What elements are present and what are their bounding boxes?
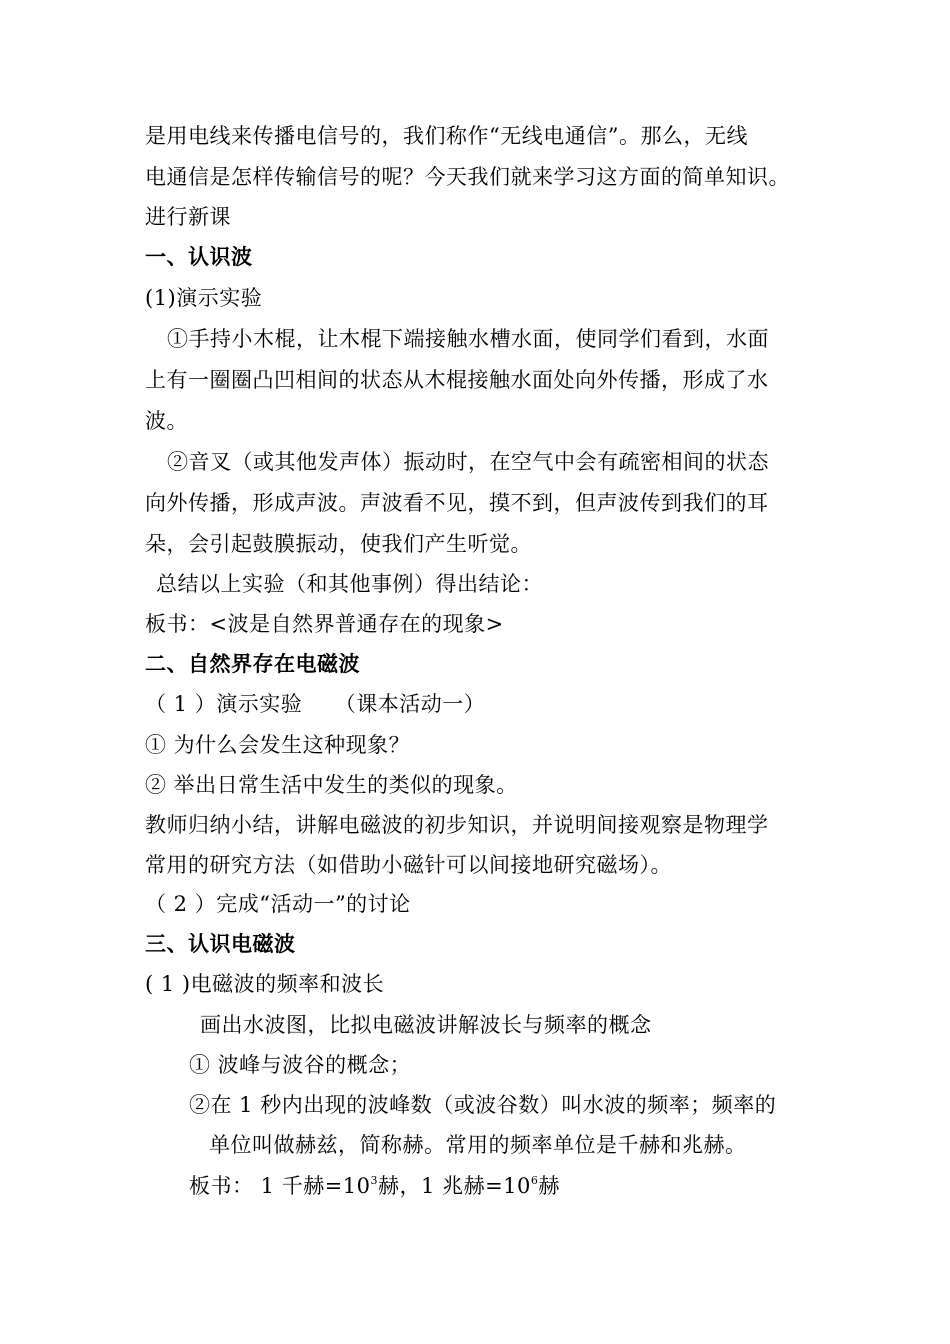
experiment-line: 朵，会引起鼓膜振动，使我们产生听觉。 xyxy=(145,532,532,556)
board-note: 板书：<波是自然界普通存在的现象> xyxy=(145,612,504,636)
description-line: 画出水波图，比拟电磁波讲解波长与频率的概念 xyxy=(200,1013,652,1037)
paragraph-line: 常用的研究方法（如借助小磁针可以间接地研究磁场）。 xyxy=(145,853,672,877)
section-heading-2: 二、自然界存在电磁波 xyxy=(145,652,360,676)
experiment-line: ①手持小木棍，让木棍下端接触水槽水面，使同学们看到，水面 xyxy=(167,327,769,351)
experiment-line: 向外传播，形成声波。声波看不见，摸不到，但声波传到我们的耳 xyxy=(145,491,769,515)
subsection-label: （ 1 ）演示实验 （课本活动一） xyxy=(145,692,486,716)
list-item-continuation: 单位叫做赫兹，简称赫。常用的频率单位是千赫和兆赫。 xyxy=(209,1133,747,1157)
formula-text: 赫 xyxy=(538,1174,560,1198)
list-item: ②在 1 秒内出现的波峰数（或波谷数）叫水波的频率；频率的 xyxy=(189,1093,777,1117)
question-item: ① 为什么会发生这种现象？ xyxy=(145,733,411,757)
section-heading-3: 三、认识电磁波 xyxy=(145,932,296,956)
subsection-label: (1)演示实验 xyxy=(145,286,263,310)
experiment-line: 波。 xyxy=(145,409,188,433)
paragraph-line: 是用电线来传播电信号的，我们称作“无线电通信”。那么，无线 xyxy=(145,124,748,148)
formula-text: 板书： 1 千赫=10 xyxy=(189,1174,371,1198)
board-note-formula xyxy=(189,1172,560,1200)
formula-text: 赫，1 兆赫=10 xyxy=(378,1174,531,1198)
question-item: ② 举出日常生活中发生的类似的现象。 xyxy=(145,773,518,797)
summary-line: 总结以上实验（和其他事例）得出结论： xyxy=(156,572,543,596)
list-item: ① 波峰与波谷的概念； xyxy=(189,1053,412,1077)
exponent: 3 xyxy=(370,1174,379,1187)
subsection-label: （ 2 ）完成“活动一”的讨论 xyxy=(145,892,411,916)
paragraph-line: 教师归纳小结，讲解电磁波的初步知识，并说明间接观察是物理学 xyxy=(145,813,769,837)
experiment-line: 上有一圈圈凸凹相间的状态从木棍接触水面处向外传播，形成了水 xyxy=(145,368,769,392)
paragraph-line: 进行新课 xyxy=(145,205,231,229)
exponent: 6 xyxy=(530,1174,539,1187)
subsection-label: ( 1 )电磁波的频率和波长 xyxy=(145,972,385,996)
paragraph-line: 电通信是怎样传输信号的呢？今天我们就来学习这方面的简单知识。 xyxy=(145,165,790,189)
section-heading-1: 一、认识波 xyxy=(145,245,253,269)
experiment-line: ②音叉（或其他发声体）振动时，在空气中会有疏密相间的状态 xyxy=(167,450,769,474)
